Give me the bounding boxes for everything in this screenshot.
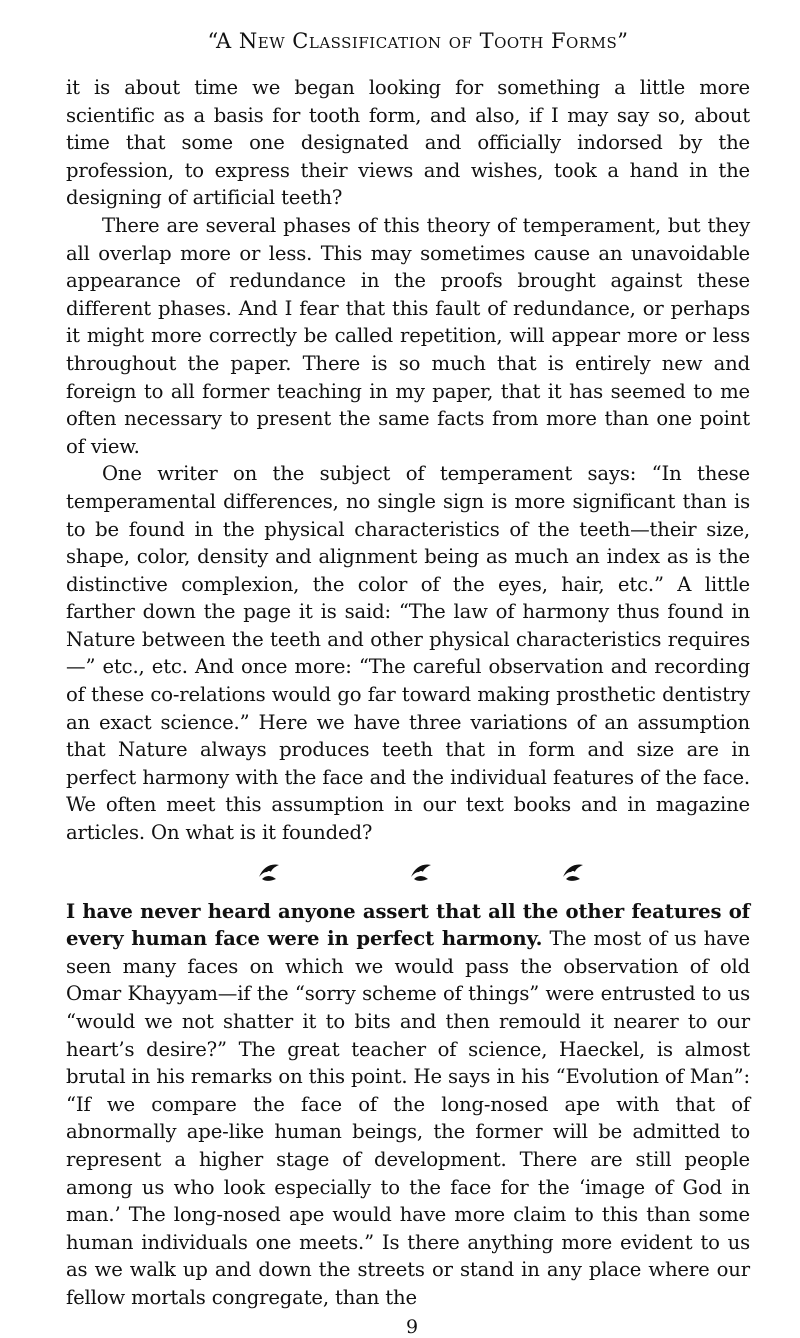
fleuron-icon bbox=[409, 861, 433, 883]
section-break bbox=[92, 860, 750, 884]
running-head: “A New Classification of Tooth Forms” bbox=[207, 29, 629, 53]
fleuron-icon bbox=[561, 861, 585, 883]
paragraph-3: One writer on the subject of temperament says: “In these temperamental differences, no single sign is more significant than is to be found in the physical characteristics of the teeth—their size, shape, color, density and alignment being as much an index as is the distinctive complexion, the color of the eyes, hair, etc.” A little farther down the page it is said: “The law of harmony thus found in Nature between the teeth and other physical characteristics requires—” etc., etc. And once more: “The careful observation and recording of these co-relations would go far toward making prosthetic dentistry an exact science.” Here we have three variations of an assumption that Nature always produces teeth that in form and size are in perfect harmony with the face and the individual features of the face. We often meet this assumption in our text books and in magazine articles. On what is it founded? bbox=[66, 462, 750, 845]
paragraph-4 bbox=[66, 898, 750, 1312]
paragraph-2: There are several phases of this theory of temperament, but they all overlap more or less. This may sometimes cause an unavoidable appearance of redundance in the proofs brought against these different phases. And I fear that this fault of redundance, or perhaps it might more correctly be called repetition, will appear more or less throughout the paper. There is so much that is entirely new and foreign to all former teaching in my paper, that it has seemed to me often necessary to present the same facts from more than one point of view. bbox=[66, 213, 750, 458]
fleuron-icon bbox=[257, 861, 281, 883]
page-number: 9 bbox=[405, 1315, 419, 1338]
paragraph-1: it is about time we began looking for something a little more scientific as a basis for tooth form, and also, if I may say so, about time that some one designated and officially indorsed by the profession, to express their views and wishes, took a hand in the designing of artificial teeth? bbox=[66, 76, 750, 210]
paragraph-4-bold-opening: I have never heard anyone assert that all the other features of every human face were in perfect harmony. bbox=[66, 899, 750, 951]
paragraph-4-body: The most of us have seen many faces on which we would pass the observation of old Omar Khayyam—if the “sorry scheme of things” were entrusted to us “would we not shatter it to bits and then remould it nearer to our heart’s desire?” The great teacher of science, Haeckel, is almost brutal in his remarks on this point. He says in his “Evolution of Man”: “If we compare the face of the long-nosed ape with that of abnormally ape-like human beings, the former will be admitted to represent a higher stage of development. There are still people among us who look especially to the face for the ‘image of God in man.’ The long-nosed ape would have more claim to this than some human individuals one meets.” Is there anything more evident to us as we walk up and down the streets or stand in any place where our fellow mortals congregate, than the bbox=[66, 927, 750, 1309]
